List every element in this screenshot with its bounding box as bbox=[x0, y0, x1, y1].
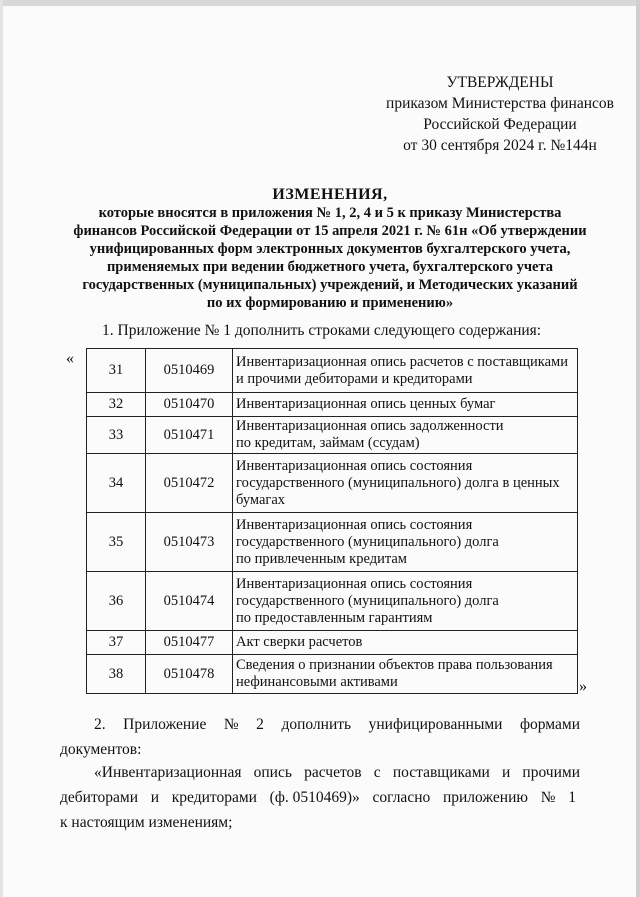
form-name-line: по предоставленным гарантиям bbox=[236, 609, 433, 626]
word: 2. bbox=[94, 716, 106, 733]
paragraph-2-line-1 bbox=[60, 712, 580, 737]
heading-line: унифицированных форм электронных документов бухгалтерского учета, bbox=[89, 241, 571, 257]
word: Приложение bbox=[123, 716, 207, 733]
word: согласно bbox=[372, 789, 431, 806]
form-code: 0510474 bbox=[146, 572, 233, 631]
form-code: 0510471 bbox=[146, 417, 233, 454]
row-number: 33 bbox=[87, 417, 146, 454]
heading-line: по их формированию и применению» bbox=[206, 295, 454, 311]
form-name bbox=[233, 417, 578, 454]
form-name bbox=[233, 349, 578, 393]
form-name-line: по привлеченным кредитам bbox=[236, 550, 407, 567]
form-name-line: Сведения о признании объектов права пользования bbox=[236, 657, 553, 673]
scan-border-left bbox=[0, 0, 3, 897]
form-code: 0510478 bbox=[146, 655, 233, 694]
approval-line-2: Российской Федерации bbox=[423, 116, 577, 133]
row-number: 37 bbox=[87, 631, 146, 655]
heading-line: государственных (муниципальных) учреждений, и Методических указаний bbox=[82, 277, 578, 293]
forms-table bbox=[86, 348, 578, 694]
heading-line: применяемых при ведении бюджетного учета, бухгалтерского учета bbox=[106, 259, 554, 275]
form-name bbox=[233, 631, 578, 655]
paragraph-3-line-2 bbox=[60, 785, 576, 810]
table-row bbox=[87, 655, 578, 694]
paragraph-3 bbox=[60, 760, 580, 835]
word: дебиторами bbox=[60, 789, 138, 806]
form-name-line: нефинансовыми активами bbox=[236, 674, 398, 690]
row-number: 36 bbox=[87, 572, 146, 631]
word: и bbox=[501, 764, 511, 781]
approval-line-3: от 30 сентября 2024 г. №144н bbox=[403, 137, 597, 154]
paragraph-3-line-1 bbox=[60, 760, 580, 785]
table-row bbox=[87, 417, 578, 454]
paragraph-2-line-2: документов: bbox=[60, 741, 142, 758]
form-name-line: Инвентаризационная опись расчетов с поставщиками bbox=[236, 353, 568, 370]
form-name-line: государственного (муниципального) долга bbox=[236, 592, 499, 609]
word: (ф. 0510469)» bbox=[269, 789, 360, 806]
form-name bbox=[233, 655, 578, 694]
form-code: 0510470 bbox=[146, 393, 233, 417]
heading-line: которые вносятся в приложения № 1, 2, 4 и 5 к приказу Министерства bbox=[98, 205, 562, 221]
row-number: 34 bbox=[87, 454, 146, 513]
form-name bbox=[233, 454, 578, 513]
table-row bbox=[87, 572, 578, 631]
word: № bbox=[223, 716, 239, 733]
form-name-line: Инвентаризационная опись ценных бумаг bbox=[236, 396, 496, 412]
paragraph-3-line-3: к настоящим изменениям; bbox=[60, 814, 233, 831]
form-name-line: Инвентаризационная опись состояния bbox=[236, 516, 473, 533]
table-row bbox=[87, 393, 578, 417]
word: унифицированными bbox=[368, 716, 503, 733]
form-name-line: Инвентаризационная опись состояния bbox=[236, 575, 473, 592]
word: с bbox=[373, 764, 381, 781]
form-name bbox=[233, 393, 578, 417]
word: 2 bbox=[256, 716, 264, 733]
row-number: 32 bbox=[87, 393, 146, 417]
row-number: 35 bbox=[87, 513, 146, 572]
form-name-line: по кредитам, займам (ссудам) bbox=[236, 435, 420, 451]
paragraph-2 bbox=[60, 712, 580, 762]
table-row bbox=[87, 349, 578, 393]
approval-block bbox=[380, 72, 620, 156]
row-number: 38 bbox=[87, 655, 146, 694]
form-code: 0510472 bbox=[146, 454, 233, 513]
word: кредиторами bbox=[171, 789, 257, 806]
word: расчетов bbox=[304, 764, 362, 781]
form-name-line: бумагах bbox=[236, 491, 286, 508]
quote-close: » bbox=[579, 678, 587, 695]
word: № bbox=[540, 789, 556, 806]
form-name-line: Акт сверки расчетов bbox=[236, 634, 363, 650]
word: формами bbox=[520, 716, 580, 733]
heading-line: финансов Российской Федерации от 15 апреля 2021 г. № 61н «Об утверждении bbox=[73, 223, 587, 239]
word: приложению bbox=[442, 789, 528, 806]
form-code: 0510477 bbox=[146, 631, 233, 655]
document-heading bbox=[60, 186, 600, 312]
word: 1 bbox=[568, 789, 576, 806]
form-name-line: государственного (муниципального) долга bbox=[236, 533, 499, 550]
word: прочими bbox=[522, 764, 580, 781]
word: дополнить bbox=[281, 716, 352, 733]
form-code: 0510473 bbox=[146, 513, 233, 572]
word: «Инвентаризационная bbox=[94, 764, 242, 781]
word: опись bbox=[253, 764, 292, 781]
approval-line-1: приказом Министерства финансов bbox=[386, 95, 614, 112]
quote-open: « bbox=[66, 350, 74, 367]
scan-border-top bbox=[0, 0, 640, 6]
row-number: 31 bbox=[87, 349, 146, 393]
form-name-line: государственного (муниципального) долга в ценных bbox=[236, 474, 560, 491]
form-name-line: Инвентаризационная опись задолженности bbox=[236, 418, 504, 434]
scan-border-right bbox=[636, 0, 640, 897]
form-name-line: Инвентаризационная опись состояния bbox=[236, 457, 473, 474]
table-row bbox=[87, 631, 578, 655]
paragraph-1: 1. Приложение № 1 дополнить строками следующего содержания: bbox=[102, 322, 542, 339]
form-code: 0510469 bbox=[146, 349, 233, 393]
form-name-line: и прочими дебиторами и кредиторами bbox=[236, 370, 473, 387]
heading-title: ИЗМЕНЕНИЯ, bbox=[272, 186, 388, 203]
form-name bbox=[233, 513, 578, 572]
table-row bbox=[87, 513, 578, 572]
form-name bbox=[233, 572, 578, 631]
word: поставщиками bbox=[392, 764, 490, 781]
word: и bbox=[150, 789, 160, 806]
approval-title: УТВЕРЖДЕНЫ bbox=[446, 74, 554, 91]
table-row bbox=[87, 454, 578, 513]
